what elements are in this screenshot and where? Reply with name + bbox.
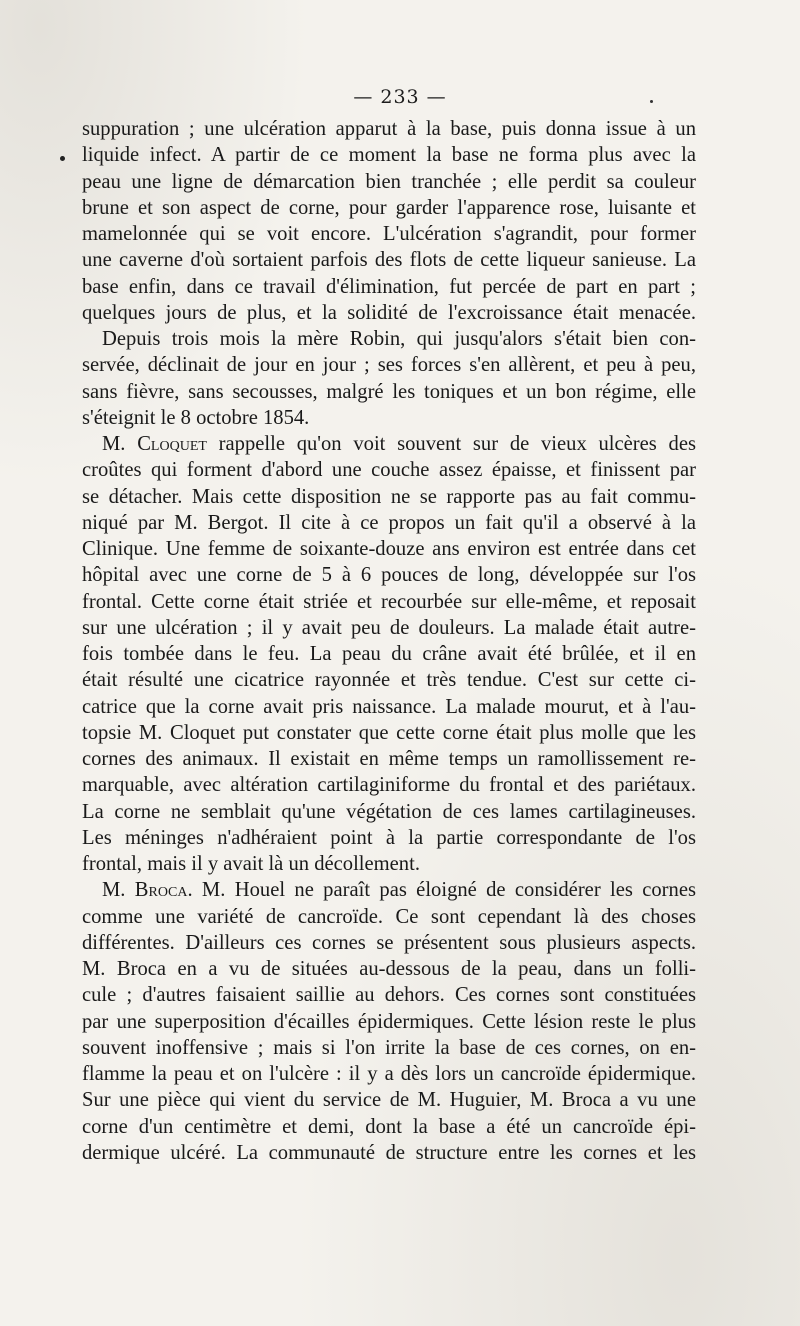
- text-line: comme une variété de cancroïde. Ce sont cependant là des choses: [82, 905, 696, 928]
- text-line: Clinique. Une femme de soixante-douze ans environ est entrée dans cet: [82, 538, 696, 560]
- text-line: se détacher. Mais cette disposition ne se rapporte pas au fait commu-: [82, 485, 696, 508]
- text-line: [82, 431, 696, 457]
- text-line: sans fièvre, sans secousses, malgré les toniques et un bon régime, elle: [82, 380, 696, 403]
- text-line: croûtes qui forment d'abord une couche assez épaisse, et finissent par: [82, 459, 696, 482]
- page-number: — 233 —: [353, 86, 447, 108]
- text-line: était résulté une cicatrice rayonnée et très tendue. C'est sur cette ci-: [82, 669, 696, 692]
- text-line: quelques jours de plus, et la solidité de l'excroissance était menacée.: [82, 301, 696, 324]
- body-text: [82, 116, 696, 1166]
- text-line: une caverne d'où sortaient parfois des flots de cette liqueur sanieuse. La: [82, 249, 696, 272]
- text-line: frontal. Cette corne était striée et recourbée sur elle-même, et reposait: [82, 590, 696, 613]
- text-line: M. Broca en a vu de situées au-dessous de la peau, dans un folli-: [82, 958, 696, 980]
- speaker-name: M. Cloquet: [102, 433, 207, 455]
- text-line: liquide infect. A partir de ce moment la base ne forma plus avec la: [82, 144, 696, 167]
- text-line: catrice que la corne avait pris naissance. La malade mourut, et à l'au-: [82, 695, 696, 718]
- text-line: frontal, mais il y avait là un décollement.: [82, 853, 420, 875]
- text-line-rest: . M. Houel ne paraît pas éloigné de considérer les cornes: [187, 879, 696, 902]
- speaker-name: M. Broca: [102, 879, 188, 902]
- text-line: cule ; d'autres faisaient saillie au dehors. Ces cornes sont constituées: [82, 984, 696, 1007]
- text-line: Les méninges n'adhéraient point à la partie correspondante de l'os: [82, 826, 696, 849]
- text-line: topsie M. Cloquet put constater que cette corne était plus molle que les: [82, 721, 696, 744]
- text-line: marquable, avec altération cartilaginiforme du frontal et des pariétaux.: [82, 774, 696, 797]
- text-line: Depuis trois mois la mère Robin, qui jusqu'alors s'était bien con-: [102, 328, 696, 350]
- text-line: mamelonnée qui se voit encore. L'ulcération s'agrandit, pour former: [82, 223, 696, 245]
- text-line: La corne ne semblait qu'une végétation de ces lames cartilagineuses.: [82, 800, 696, 823]
- ink-speck: [60, 156, 65, 161]
- text-line: niqué par M. Bergot. Il cite à ce propos un fait qu'il a observé à la: [82, 511, 696, 534]
- paragraph-2: [82, 326, 696, 431]
- text-line: Sur une pièce qui vient du service de M. Huguier, M. Broca a vu une: [82, 1089, 696, 1112]
- text-line: suppuration ; une ulcération apparut à la base, puis donna issue à un: [82, 118, 696, 140]
- text-line: souvent inoffensive ; mais si l'on irrite la base de ces cornes, on en-: [82, 1036, 696, 1059]
- text-line-rest: rappelle qu'on voit souvent sur de vieux ulcères des: [206, 433, 696, 455]
- text-line: brune et son aspect de corne, pour garder l'apparence rose, luisante et: [82, 196, 696, 219]
- text-line: servée, déclinait de jour en jour ; ses forces s'en allèrent, et peu à peu,: [82, 354, 696, 377]
- text-line: fois tombée dans le feu. La peau du crâne avait été brûlée, et il en: [82, 643, 696, 665]
- text-line: flamme la peau et on l'ulcère : il y a dès lors un cancroïde épidermique.: [82, 1063, 696, 1085]
- paragraph-1: [82, 116, 696, 326]
- text-line: hôpital avec une corne de 5 à 6 pouces de long, développée sur l'os: [82, 564, 696, 587]
- text-line: corne d'un centimètre et demi, dont la base a été un cancroïde épi-: [82, 1115, 696, 1138]
- text-line: différentes. D'ailleurs ces cornes se présentent sous plusieurs aspects.: [82, 931, 696, 954]
- text-line: sur une ulcération ; il y avait peu de douleurs. La malade était autre-: [82, 616, 696, 639]
- text-line: [82, 877, 696, 903]
- text-line: base enfin, dans ce travail d'élimination, fut percée de part en part ;: [82, 275, 696, 298]
- text-line: peau une ligne de démarcation bien tranchée ; elle perdit sa couleur: [82, 170, 696, 193]
- text-line: cornes des animaux. Il existait en même temps un ramollissement re-: [82, 748, 696, 770]
- paragraph-4: [82, 877, 696, 1166]
- text-line: par une superposition d'écailles épidermiques. Cette lésion reste le plus: [82, 1010, 696, 1033]
- text-line: s'éteignit le 8 octobre 1854.: [82, 406, 310, 429]
- paragraph-3: [82, 431, 696, 877]
- text-line: dermique ulcéré. La communauté de structure entre les cornes et les: [82, 1141, 696, 1164]
